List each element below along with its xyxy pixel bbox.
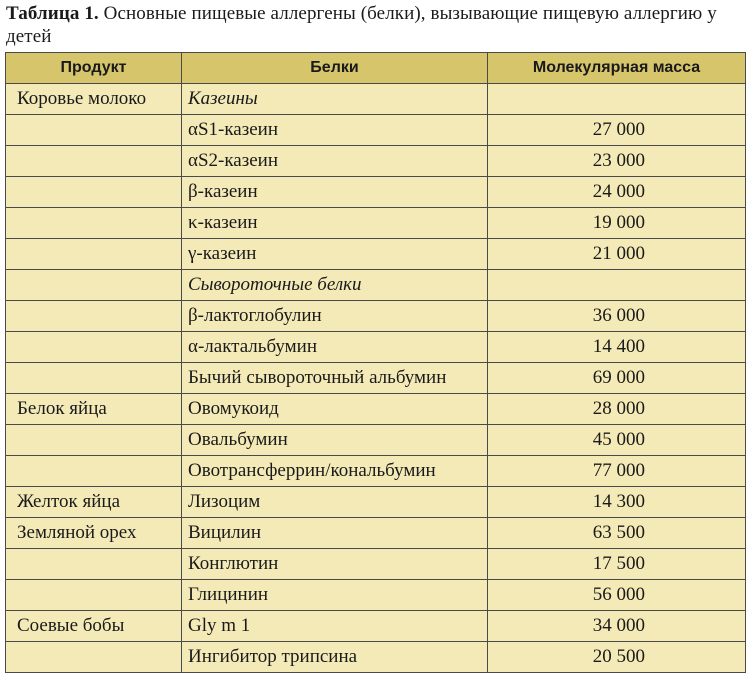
cell-mass: 28 000 bbox=[488, 394, 746, 425]
table-row bbox=[6, 84, 746, 115]
cell-mass: 56 000 bbox=[488, 580, 746, 611]
cell-mass bbox=[488, 270, 746, 301]
allergen-table bbox=[5, 52, 746, 673]
cell-mass: 14 400 bbox=[488, 332, 746, 363]
caption-text: Основные пищевые аллергены (белки), вызывающие пищевую аллергию у детей bbox=[6, 3, 717, 47]
table-row bbox=[6, 425, 746, 456]
caption-label: Таблица 1. bbox=[6, 3, 99, 24]
cell-product bbox=[6, 301, 182, 332]
cell-mass bbox=[488, 84, 746, 115]
table-row bbox=[6, 301, 746, 332]
cell-product bbox=[6, 208, 182, 239]
cell-protein: β-лактоглобулин bbox=[182, 301, 488, 332]
cell-protein: Бычий сывороточный альбумин bbox=[182, 363, 488, 394]
cell-product bbox=[6, 363, 182, 394]
cell-product: Коровье молоко bbox=[6, 84, 182, 115]
cell-protein: γ-казеин bbox=[182, 239, 488, 270]
table-row bbox=[6, 487, 746, 518]
cell-mass: 14 300 bbox=[488, 487, 746, 518]
table-row bbox=[6, 611, 746, 642]
cell-protein-group: Сывороточные белки bbox=[182, 270, 488, 301]
table-row bbox=[6, 642, 746, 673]
cell-product bbox=[6, 115, 182, 146]
cell-protein: Gly m 1 bbox=[182, 611, 488, 642]
table-caption bbox=[6, 2, 744, 48]
table-row bbox=[6, 239, 746, 270]
cell-product bbox=[6, 270, 182, 301]
header-product: Продукт bbox=[6, 53, 182, 84]
table-row bbox=[6, 115, 746, 146]
cell-protein: Глицинин bbox=[182, 580, 488, 611]
table-row bbox=[6, 363, 746, 394]
cell-protein: Овотрансферрин/кональбумин bbox=[182, 456, 488, 487]
table-row bbox=[6, 332, 746, 363]
cell-product: Соевые бобы bbox=[6, 611, 182, 642]
cell-mass: 34 000 bbox=[488, 611, 746, 642]
cell-mass: 36 000 bbox=[488, 301, 746, 332]
cell-mass: 17 500 bbox=[488, 549, 746, 580]
table-row bbox=[6, 518, 746, 549]
header-protein: Белки bbox=[182, 53, 488, 84]
cell-mass: 19 000 bbox=[488, 208, 746, 239]
cell-product: Земляной орех bbox=[6, 518, 182, 549]
table-row bbox=[6, 456, 746, 487]
cell-mass: 69 000 bbox=[488, 363, 746, 394]
cell-product bbox=[6, 146, 182, 177]
cell-mass: 45 000 bbox=[488, 425, 746, 456]
cell-protein-group: Казеины bbox=[182, 84, 488, 115]
cell-product bbox=[6, 239, 182, 270]
cell-protein: β-казеин bbox=[182, 177, 488, 208]
cell-product bbox=[6, 456, 182, 487]
cell-protein: Конглютин bbox=[182, 549, 488, 580]
table-row bbox=[6, 208, 746, 239]
table-row bbox=[6, 270, 746, 301]
cell-product bbox=[6, 177, 182, 208]
table-row bbox=[6, 146, 746, 177]
cell-product bbox=[6, 425, 182, 456]
cell-mass: 21 000 bbox=[488, 239, 746, 270]
table-row bbox=[6, 580, 746, 611]
cell-product bbox=[6, 332, 182, 363]
cell-mass: 24 000 bbox=[488, 177, 746, 208]
table-row bbox=[6, 177, 746, 208]
cell-protein: αS2-казеин bbox=[182, 146, 488, 177]
cell-mass: 77 000 bbox=[488, 456, 746, 487]
cell-product: Белок яйца bbox=[6, 394, 182, 425]
cell-protein: Овальбумин bbox=[182, 425, 488, 456]
cell-product: Желток яйца bbox=[6, 487, 182, 518]
cell-product bbox=[6, 580, 182, 611]
cell-mass: 63 500 bbox=[488, 518, 746, 549]
cell-product bbox=[6, 549, 182, 580]
cell-mass: 23 000 bbox=[488, 146, 746, 177]
table-row bbox=[6, 394, 746, 425]
cell-protein: Лизоцим bbox=[182, 487, 488, 518]
cell-protein: κ-казеин bbox=[182, 208, 488, 239]
cell-mass: 27 000 bbox=[488, 115, 746, 146]
table-header-row bbox=[6, 53, 746, 84]
cell-protein: α-лактальбумин bbox=[182, 332, 488, 363]
cell-protein: Вицилин bbox=[182, 518, 488, 549]
cell-protein: Овомукоид bbox=[182, 394, 488, 425]
cell-protein: Ингибитор трипсина bbox=[182, 642, 488, 673]
header-mass: Молекулярная масса bbox=[488, 53, 746, 84]
table-row bbox=[6, 549, 746, 580]
cell-mass: 20 500 bbox=[488, 642, 746, 673]
cell-protein: αS1-казеин bbox=[182, 115, 488, 146]
table-body bbox=[6, 84, 746, 673]
cell-product bbox=[6, 642, 182, 673]
